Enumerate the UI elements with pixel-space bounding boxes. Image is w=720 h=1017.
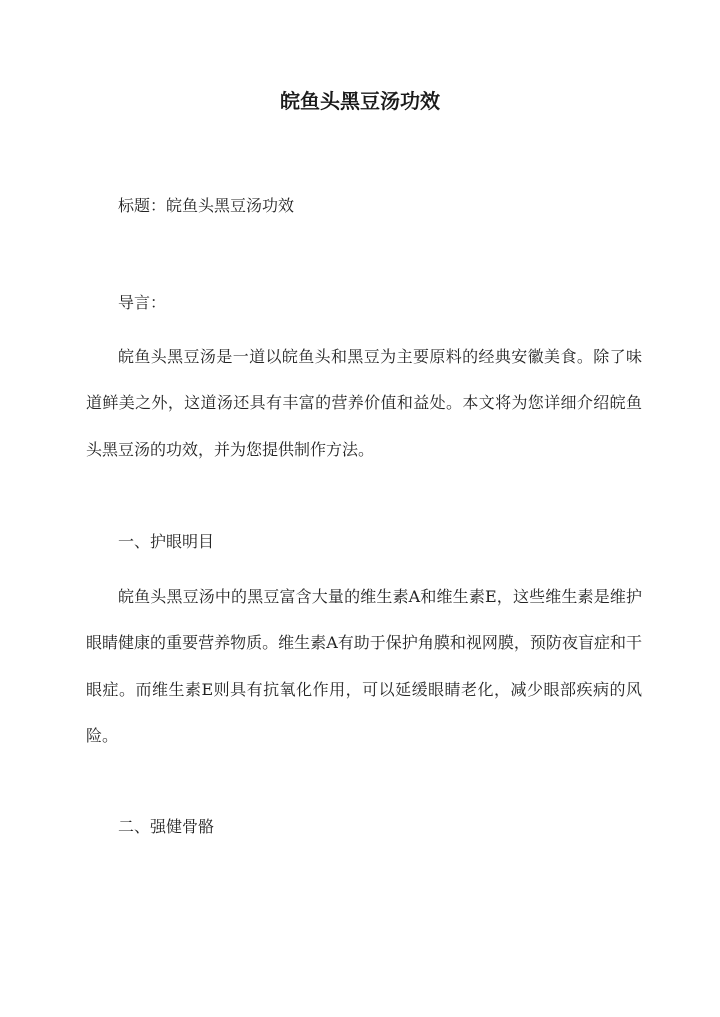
section-body-eyes: 皖鱼头黑豆汤中的黑豆富含大量的维生素A和维生素E，这些维生素是维护眼睛健康的重要营养物质。维生素A有助于保护角膜和视网膜，预防夜盲症和干眼症。而维生素E则具有抗氧化作用，可以延缓眼睛老化，减少眼部疾病的风险。: [86, 587, 642, 745]
document-title: 皖鱼头黑豆汤功效: [280, 89, 440, 113]
intro-heading: 导言：: [118, 293, 167, 312]
intro-paragraph: 皖鱼头黑豆汤是一道以皖鱼头和黑豆为主要原料的经典安徽美食。除了味道鲜美之外，这道汤还具有丰富的营养价值和益处。本文将为您详细介绍皖鱼头黑豆汤的功效，并为您提供制作方法。: [86, 347, 642, 459]
subtitle-line: 标题：皖鱼头黑豆汤功效: [118, 196, 295, 215]
section-heading-bones: 二、强健骨骼: [118, 817, 215, 836]
section-heading-eyes: 一、护眼明目: [118, 532, 215, 551]
